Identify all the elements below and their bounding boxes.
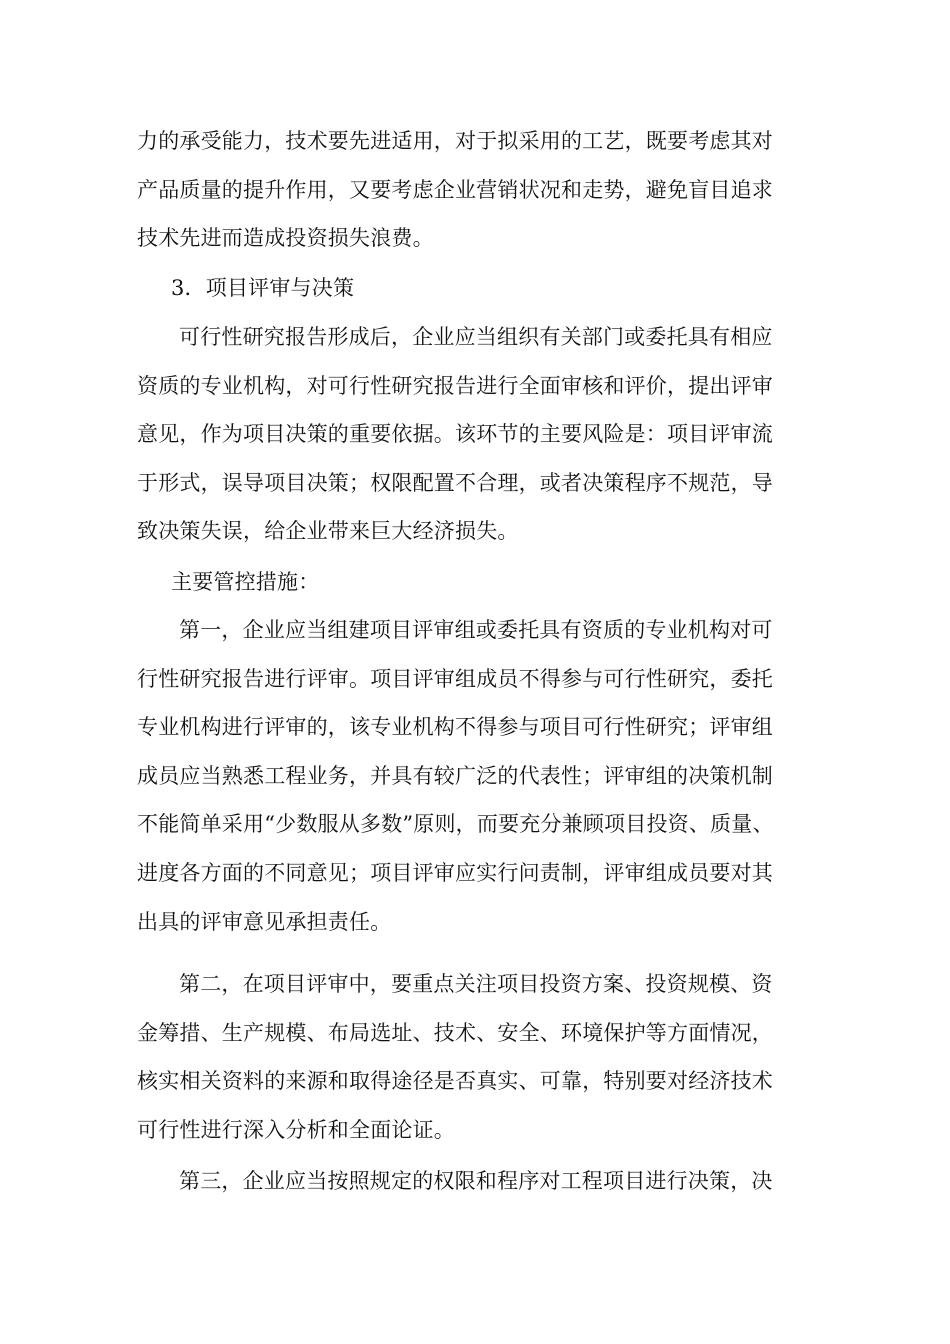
text-line: 专业机构进行评审的，该专业机构不得参与项目可行性研究；评审组 <box>137 715 773 740</box>
text-line: 成员应当熟悉工程业务，并具有较广泛的代表性；评审组的决策机制 <box>137 763 773 788</box>
heading-text: 3．项目评审与决策 <box>171 276 355 300</box>
text-line: 金筹措、生产规模、布局选址、技术、安全、环境保护等方面情况， <box>137 1020 773 1045</box>
paragraph-third-measure <box>137 1157 827 1206</box>
text-line: 第一，企业应当组建项目评审组或委托具有资质的专业机构对可 <box>179 618 773 642</box>
text-line: 第三，企业应当按照规定的权限和程序对工程项目进行决策，决 <box>179 1169 773 1193</box>
text-line: 力的承受能力，技术要先进适用，对于拟采用的工艺，既要考虑其对 <box>137 129 773 153</box>
text-line: 产品质量的提升作用，又要考虑企业营销状况和走势，避免盲目追求 <box>137 177 773 202</box>
text-line: 技术先进而造成投资损失浪费。 <box>137 226 434 251</box>
text-line: 进度各方面的不同意见；项目评审应实行问责制，评审组成员要对其 <box>137 860 773 885</box>
text-line: 第二，在项目评审中，要重点关注项目投资方案、投资规模、资 <box>179 972 773 996</box>
text-line: 出具的评审意见承担责任。 <box>137 909 392 934</box>
text-line: 意见，作为项目决策的重要依据。该环节的主要风险是：项目评审流 <box>137 422 773 447</box>
paragraph-first-measure <box>137 606 827 946</box>
section-heading <box>137 264 827 313</box>
text-line: 于形式，误导项目决策；权限配置不合理，或者决策程序不规范，导 <box>137 470 773 495</box>
measures-text: 主要管控措施： <box>171 570 320 594</box>
text-line: 资质的专业机构，对可行性研究报告进行全面审核和评价，提出评审 <box>137 373 773 398</box>
measures-label <box>137 558 827 607</box>
text-line: 致决策失误，给企业带来巨大经济损失。 <box>137 519 519 544</box>
text-line: 不能简单采用“少数服从多数”原则，而要充分兼顾项目投资、质量、 <box>137 812 774 837</box>
paragraph-second-measure <box>137 960 827 1154</box>
text-line: 行性研究报告进行评审。项目评审组成员不得参与可行性研究，委托 <box>137 666 773 691</box>
paragraph-continuation <box>137 117 827 263</box>
text-line: 核实相关资料的来源和取得途径是否真实、可靠，特别要对经济技术 <box>137 1069 773 1094</box>
paragraph-review <box>137 313 827 556</box>
text-line: 可行性进行深入分析和全面论证。 <box>137 1117 455 1142</box>
text-line: 可行性研究报告形成后，企业应当组织有关部门或委托具有相应 <box>179 325 773 349</box>
